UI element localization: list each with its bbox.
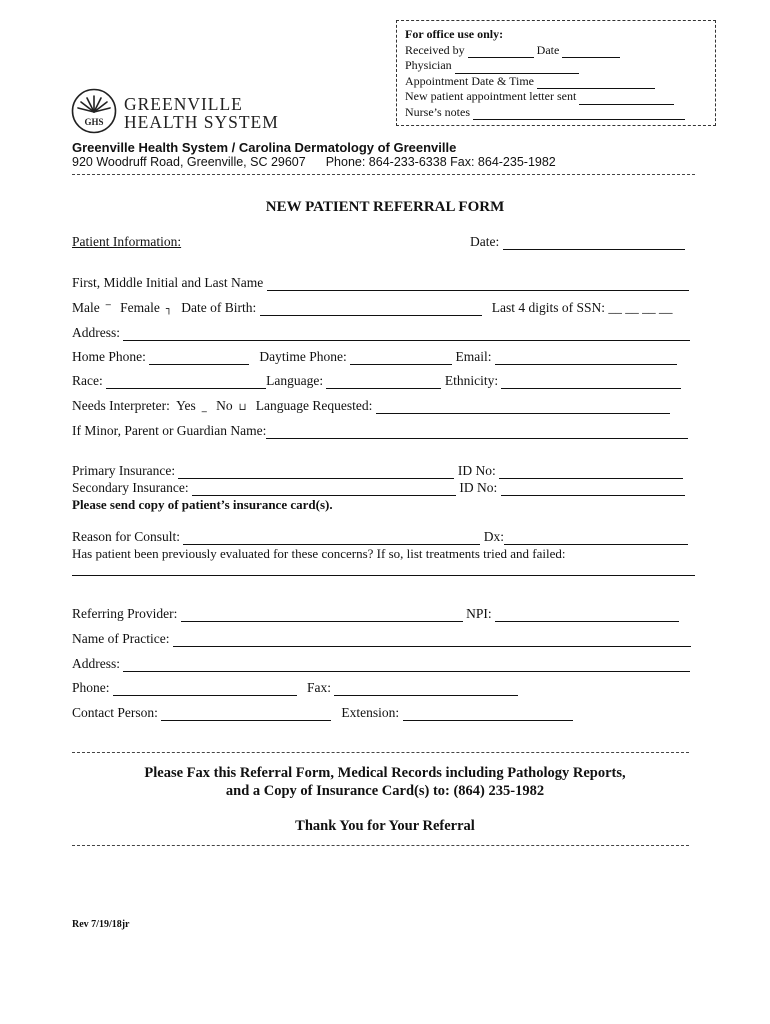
- provider-address-label: Address:: [72, 656, 120, 671]
- daytime-phone-label: Daytime Phone:: [259, 349, 347, 364]
- name-label: First, Middle Initial and Last Name: [72, 275, 264, 290]
- provider-fax-input[interactable]: [334, 682, 518, 696]
- practice-label: Name of Practice:: [72, 631, 170, 646]
- previous-eval-answer-row: [72, 560, 695, 576]
- extension-input[interactable]: [403, 707, 573, 721]
- language-label: Language:: [266, 373, 324, 388]
- npi-input[interactable]: [495, 608, 679, 622]
- logo-wordmark: [124, 95, 279, 131]
- date-input[interactable]: [503, 236, 685, 250]
- office-heading: For office use only:: [405, 27, 504, 41]
- date-label: Date:: [470, 234, 500, 249]
- form-title: NEW PATIENT REFERRAL FORM: [265, 199, 505, 215]
- office-appointment-label: Appointment Date & Time: [405, 73, 534, 88]
- female-checkbox[interactable]: ┐: [165, 304, 172, 315]
- language-requested-input[interactable]: [376, 400, 670, 414]
- yes-checkbox[interactable]: _: [201, 402, 207, 413]
- name-row: [72, 275, 689, 291]
- primary-insurance-input[interactable]: [178, 465, 454, 479]
- office-letter-label: New patient appointment letter sent: [405, 89, 577, 103]
- secondary-id-label: ID No:: [459, 480, 498, 495]
- letter-blank[interactable]: [579, 91, 674, 105]
- fax-instruction-line1: Please Fax this Referral Form, Medical Records including Pathology Reports,: [144, 765, 626, 781]
- logo-line2: HEALTH SYSTEM: [124, 112, 279, 132]
- phone-fax-text: Phone: 864-233-6338 Fax: 864-235-1982: [325, 155, 556, 169]
- male-checkbox[interactable]: ‾: [105, 304, 111, 315]
- office-date-label: Date: [536, 42, 560, 57]
- secondary-insurance-input[interactable]: [192, 482, 456, 496]
- provider-row: [72, 606, 679, 622]
- office-physician-row: [405, 58, 715, 74]
- practice-row: [72, 631, 691, 647]
- office-use-box: [396, 20, 716, 126]
- npi-label: NPI:: [466, 606, 492, 621]
- footer-divider-top: [72, 752, 689, 753]
- received-blank[interactable]: [468, 44, 534, 58]
- dob-input[interactable]: [260, 302, 482, 316]
- contact-label: Contact Person:: [72, 705, 158, 720]
- secondary-id-input[interactable]: [501, 482, 685, 496]
- date-field: [470, 234, 685, 250]
- patient-info-row: [72, 234, 695, 250]
- male-label: Male: [72, 300, 100, 315]
- dx-input[interactable]: [504, 531, 688, 545]
- extension-label: Extension:: [341, 705, 400, 720]
- guardian-input[interactable]: [266, 425, 688, 439]
- primary-insurance-label: Primary Insurance:: [72, 463, 176, 478]
- address-text: 920 Woodruff Road, Greenville, SC 29607: [72, 155, 306, 169]
- provider-fax-label: Fax:: [307, 680, 332, 695]
- daytime-phone-input[interactable]: [350, 351, 452, 365]
- secondary-insurance-label: Secondary Insurance:: [72, 480, 189, 495]
- office-date-blank[interactable]: [562, 44, 620, 58]
- provider-label: Referring Provider:: [72, 606, 178, 621]
- organization-name: Greenville Health System / Carolina Dermatology of Greenville: [72, 140, 457, 155]
- provider-address-row: [72, 656, 690, 672]
- race-input[interactable]: [106, 375, 266, 389]
- ethnicity-input[interactable]: [501, 375, 681, 389]
- office-received-label: Received by: [405, 42, 465, 57]
- email-label: Email:: [455, 349, 492, 364]
- female-label: Female: [120, 300, 160, 315]
- no-label: No: [216, 398, 233, 413]
- ghs-logo-icon: [71, 88, 117, 134]
- contact-row: [72, 705, 573, 721]
- thank-you-text: Thank You for Your Referral: [295, 818, 475, 834]
- office-notes-row: [405, 105, 715, 121]
- office-physician-label: Physician: [405, 58, 452, 72]
- ssn-label: Last 4 digits of SSN:: [491, 300, 606, 315]
- name-input[interactable]: [267, 277, 689, 291]
- home-phone-label: Home Phone:: [72, 349, 146, 364]
- guardian-row: [72, 423, 688, 439]
- previous-eval-question: Has patient been previously evaluated for these concerns? If so, list treatments tried and failed:: [72, 546, 566, 561]
- organization-address: [72, 155, 556, 169]
- ethnicity-label: Ethnicity:: [444, 373, 499, 388]
- header-divider: [72, 174, 695, 175]
- race-language-row: [72, 373, 681, 389]
- contact-input[interactable]: [161, 707, 331, 721]
- primary-insurance-row: [72, 463, 683, 479]
- interpreter-row: [72, 398, 670, 414]
- dx-label: Dx:: [483, 529, 504, 544]
- reason-input[interactable]: [183, 531, 480, 545]
- physician-blank[interactable]: [455, 60, 579, 74]
- revision-note: Rev 7/19/18jr: [72, 919, 130, 930]
- race-label: Race:: [72, 373, 103, 388]
- patient-address-input[interactable]: [123, 327, 690, 341]
- dob-label: Date of Birth:: [181, 300, 257, 315]
- provider-phone-input[interactable]: [113, 682, 297, 696]
- primary-id-input[interactable]: [499, 465, 683, 479]
- interpreter-label: Needs Interpreter:: [72, 398, 170, 413]
- office-appointment-row: [405, 74, 715, 90]
- guardian-label: If Minor, Parent or Guardian Name:: [72, 423, 267, 438]
- phone-email-row: [72, 349, 677, 365]
- provider-phone-label: Phone:: [72, 680, 110, 695]
- secondary-insurance-row: [72, 480, 685, 496]
- footer-divider-bottom: [72, 845, 689, 846]
- reason-label: Reason for Consult:: [72, 529, 180, 544]
- appointment-blank[interactable]: [537, 75, 655, 89]
- home-phone-input[interactable]: [149, 351, 249, 365]
- email-input[interactable]: [495, 351, 677, 365]
- consult-row: [72, 529, 688, 545]
- primary-id-label: ID No:: [457, 463, 496, 478]
- logo-mark-text: GHS: [84, 117, 104, 127]
- office-received-row: [405, 43, 715, 59]
- office-letter-row: [405, 89, 715, 105]
- practice-input[interactable]: [173, 633, 691, 647]
- patient-address-row: [72, 325, 690, 341]
- sex-dob-ssn-row: [72, 300, 673, 316]
- no-checkbox[interactable]: ⊔: [238, 402, 247, 413]
- yes-label: Yes: [176, 398, 196, 413]
- office-notes-label: Nurse’s notes: [405, 104, 470, 119]
- previous-eval-input[interactable]: [72, 562, 695, 576]
- provider-input[interactable]: [181, 608, 463, 622]
- provider-address-input[interactable]: [123, 658, 690, 672]
- fax-instruction-line2: and a Copy of Insurance Card(s) to: (864) 235-1982: [225, 783, 545, 799]
- provider-phone-row: [72, 680, 518, 696]
- patient-address-label: Address:: [72, 325, 120, 340]
- ssn-input[interactable]: __ __ __ __: [608, 300, 673, 315]
- notes-blank[interactable]: [473, 106, 685, 120]
- patient-info-heading: Patient Information:: [72, 234, 182, 249]
- logo-line1: GREENVILLE: [124, 94, 243, 114]
- insurance-card-note: Please send copy of patient’s insurance card(s).: [72, 497, 333, 512]
- language-input[interactable]: [326, 375, 441, 389]
- language-requested-label: Language Requested:: [255, 398, 373, 413]
